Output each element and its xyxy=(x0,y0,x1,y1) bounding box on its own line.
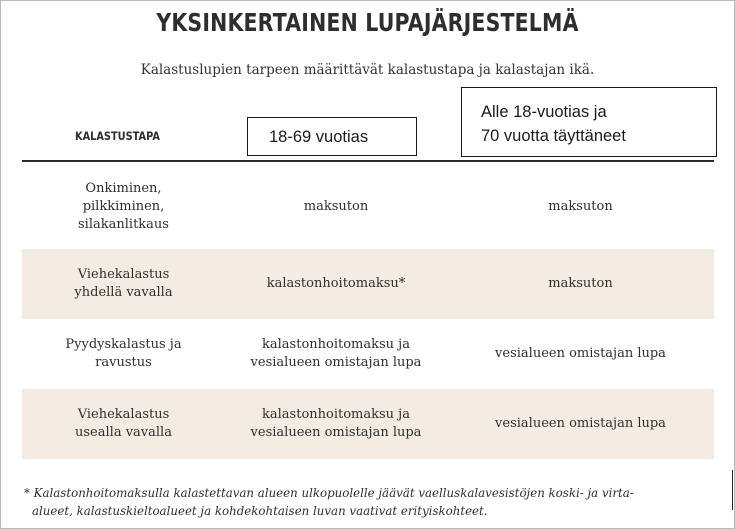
method-line: Viehekalastus xyxy=(77,407,170,422)
footnote-line: alueet, kalastuskieltoalueet ja kohdekohtaisen luvan vaativat erityiskohteet. xyxy=(32,504,488,518)
table-row xyxy=(22,389,714,459)
permit-line: vesialueen omistajan lupa xyxy=(495,416,666,431)
table-row xyxy=(22,320,714,388)
table-row xyxy=(22,166,714,248)
age-18-69-cell xyxy=(225,166,447,248)
permit-line: maksuton xyxy=(548,199,613,214)
permit-line: kalastonhoitomaksu ja xyxy=(262,337,410,352)
method-cell xyxy=(22,166,225,248)
method-line: Viehekalastus xyxy=(77,267,170,282)
method-line: silakanlitkaus xyxy=(78,217,169,232)
method-line: ravustus xyxy=(95,355,152,370)
column-header-age-18-69 xyxy=(247,117,417,156)
age-group-2-line1: Alle 18-vuotias ja xyxy=(481,103,607,121)
other-ages-cell xyxy=(447,249,714,319)
page-subtitle: Kalastuslupien tarpeen määrittävät kalastustapa ja kalastajan ikä. xyxy=(140,62,595,78)
permit-line: maksuton xyxy=(548,276,613,291)
permit-line: kalastonhoitomaksu ja xyxy=(262,407,410,422)
footnote xyxy=(24,484,714,520)
header-divider xyxy=(22,160,714,162)
age-18-69-cell xyxy=(225,320,447,388)
age-group-2-line2: 70 vuotta täyttäneet xyxy=(481,127,626,145)
other-ages-cell xyxy=(447,389,714,459)
footnote-line: * Kalastonhoitomaksulla kalastettavan alueen ulkopuolelle jäävät vaelluskalavesistöjen koski- ja virta- xyxy=(24,486,634,500)
table-row xyxy=(22,249,714,319)
permit-line: maksuton xyxy=(303,199,369,214)
other-ages-cell xyxy=(447,320,714,388)
method-cell xyxy=(22,249,225,319)
method-line: Pyydyskalastus ja xyxy=(65,337,182,352)
method-line: Onkiminen, xyxy=(85,181,162,196)
method-line: pilkkiminen, xyxy=(82,199,165,214)
edge-line xyxy=(732,470,733,510)
age-18-69-cell xyxy=(225,389,447,459)
method-cell xyxy=(22,389,225,459)
permit-line: vesialueen omistajan lupa xyxy=(495,346,666,361)
age-18-69-cell xyxy=(225,249,447,319)
other-ages-cell xyxy=(447,166,714,248)
method-cell xyxy=(22,320,225,388)
permit-line: kalastonhoitomaksu* xyxy=(266,276,406,291)
column-header-method: KALASTUSTAPA xyxy=(75,129,160,143)
permit-line: vesialueen omistajan lupa xyxy=(250,355,422,370)
page-title: YKSINKERTAINEN LUPAJÄRJESTELMÄ xyxy=(156,8,579,37)
method-line: yhdellä vavalla xyxy=(74,285,173,300)
column-header-other-ages xyxy=(461,87,717,157)
age-group-1-label: 18-69 vuotias xyxy=(269,128,369,146)
method-line: usealla vavalla xyxy=(75,425,172,440)
permit-line: vesialueen omistajan lupa xyxy=(250,425,422,440)
